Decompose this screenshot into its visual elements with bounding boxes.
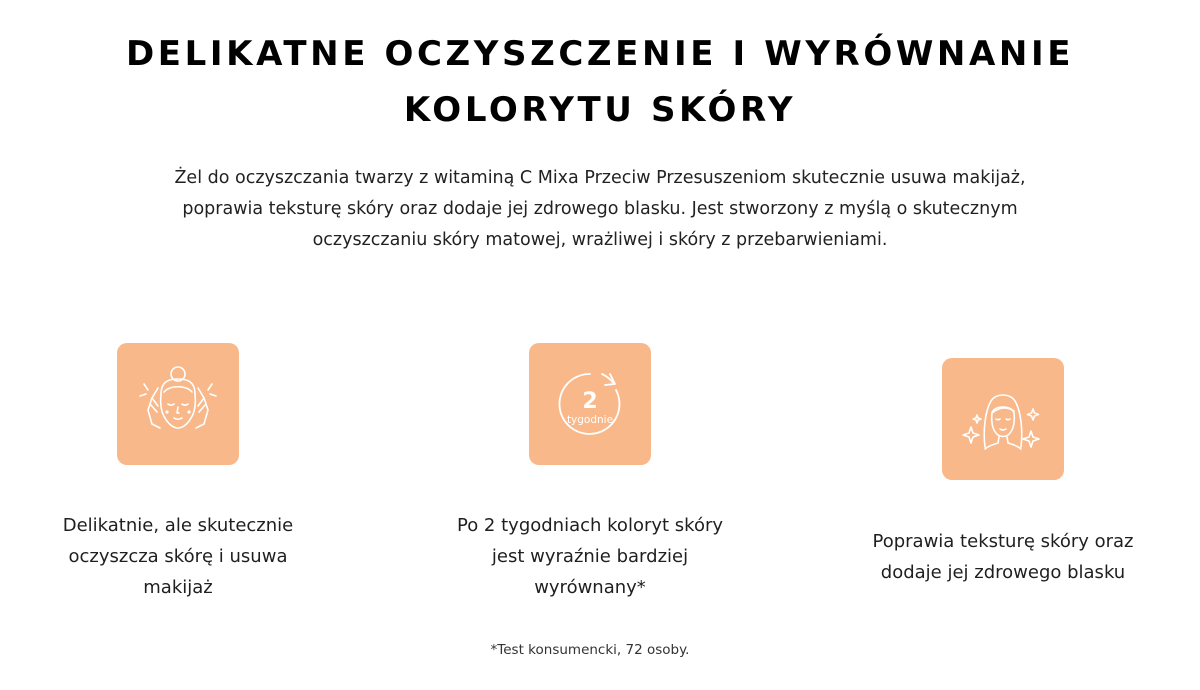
caption-line: jest wyraźnie bardziej bbox=[491, 546, 689, 567]
section-title-line-2: KOLORYTU SKÓRY bbox=[403, 90, 797, 130]
caption-line: wyrównany* bbox=[534, 577, 646, 598]
intro-paragraph bbox=[100, 163, 1100, 256]
section-title bbox=[0, 26, 1200, 138]
caption-line: makijaż bbox=[143, 577, 213, 598]
two-weeks-cycle-icon bbox=[540, 354, 640, 454]
intro-line-1: Żel do oczyszczania twarzy z witaminą C Mixa Przeciw Przesuszeniom skutecznie usuwa makijaż, bbox=[174, 168, 1026, 188]
radiant-skin-icon bbox=[953, 369, 1053, 469]
feature-icon-tile bbox=[529, 343, 651, 465]
feature-caption bbox=[430, 510, 750, 603]
caption-line: Po 2 tygodniach koloryt skóry bbox=[456, 515, 724, 536]
caption-line: Delikatnie, ale skutecznie bbox=[62, 515, 294, 536]
feature-caption bbox=[18, 510, 338, 603]
caption-line: oczyszcza skórę i usuwa bbox=[68, 546, 288, 567]
footnote: *Test konsumencki, 72 osoby. bbox=[490, 642, 690, 658]
section-title-line-1: DELIKATNE OCZYSZCZENIE I WYRÓWNANIE bbox=[125, 34, 1075, 74]
caption-line: dodaje jej zdrowego blasku bbox=[880, 562, 1126, 583]
intro-line-2: poprawia teksturę skóry oraz dodaje jej zdrowego blasku. Jest stworzony z myślą o skutecznym bbox=[182, 199, 1018, 219]
intro-line-3: oczyszczaniu skóry matowej, wrażliwej i skóry z przebarwieniami. bbox=[312, 230, 888, 250]
feature-caption bbox=[843, 526, 1163, 588]
feature-icon-tile bbox=[942, 358, 1064, 480]
icon-label: tygodnie bbox=[566, 414, 614, 426]
face-cleansing-icon bbox=[128, 354, 228, 454]
caption-line: Poprawia teksturę skóry oraz bbox=[872, 531, 1134, 552]
icon-number: 2 bbox=[582, 389, 598, 414]
feature-icon-tile bbox=[117, 343, 239, 465]
